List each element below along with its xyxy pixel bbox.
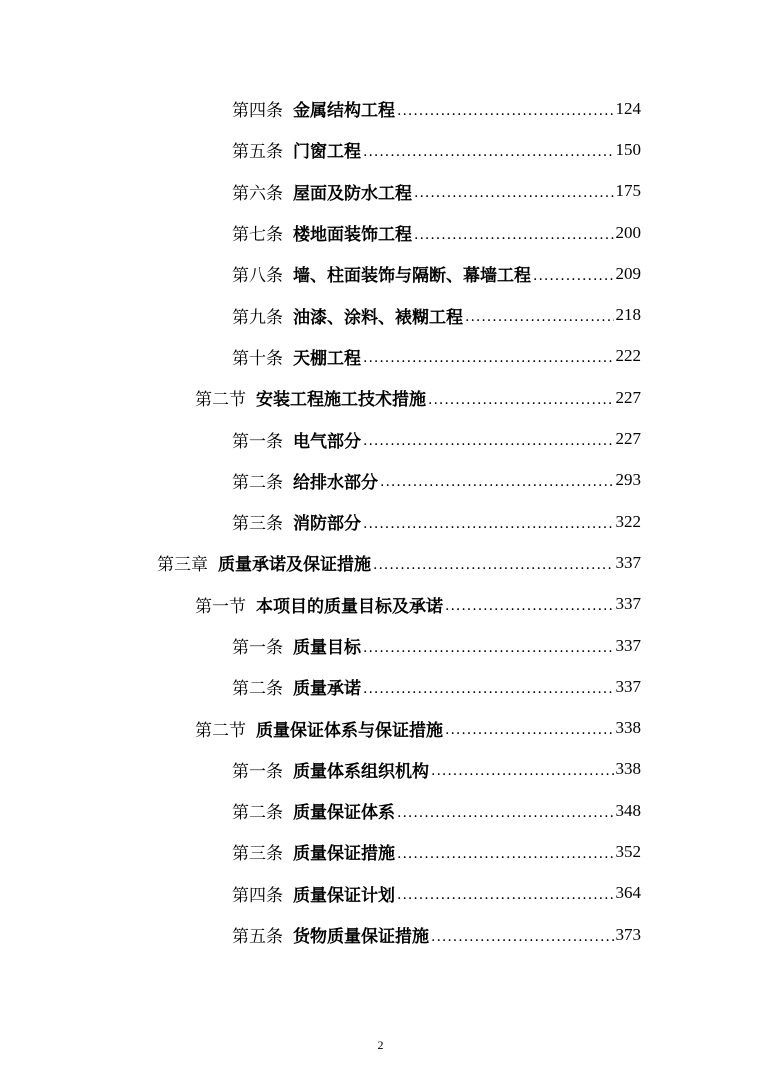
dot-leader [414,227,614,243]
toc-entry-title: 金属结构工程 [293,101,395,122]
dot-leader [397,805,614,821]
toc-entry-title: 质量保证体系与保证措施 [256,720,443,741]
toc-entry-title: 质量承诺及保证措施 [218,555,371,576]
toc-entry[interactable] [0,914,641,955]
dot-leader [397,887,614,903]
toc-entry[interactable] [0,212,641,253]
dot-leader [380,474,614,490]
toc-entry-number: 第一条 [232,761,283,782]
dot-leader [428,392,614,408]
toc-entry-title: 质量保证体系 [293,803,395,824]
toc-entry[interactable] [0,584,641,625]
toc-entry-number: 第二节 [195,720,246,741]
toc-entry-number: 第二条 [232,472,283,493]
dot-leader [363,350,614,366]
toc-entry-number: 第五条 [232,927,283,948]
toc-entry-number: 第三章 [157,555,208,576]
toc-entry-page: 352 [615,841,641,861]
toc-entry-page: 364 [615,883,641,903]
toc-entry-number: 第二条 [232,679,283,700]
toc-entry-title: 电气部分 [293,431,361,452]
toc-entry-page: 348 [615,800,641,820]
dot-leader [445,598,614,614]
toc-entry-title: 质量保证措施 [293,844,395,865]
toc-entry-number: 第二条 [232,803,283,824]
toc-entry-page: 337 [615,676,641,696]
toc-entry-number: 第八条 [232,266,283,287]
toc-entry-title: 货物质量保证措施 [293,927,429,948]
dot-leader [363,433,614,449]
toc-entry-title: 质量保证计划 [293,885,395,906]
toc-entry-title: 油漆、涂料、裱糊工程 [293,307,463,328]
toc-entry[interactable] [0,88,641,129]
page-number: 2 [377,1038,384,1052]
toc-entry[interactable] [0,707,641,748]
toc-entry-page: 293 [615,470,641,490]
toc-entry-page: 200 [615,222,641,242]
toc-entry[interactable] [0,501,641,542]
toc-entry-page: 337 [615,635,641,655]
toc-entry[interactable] [0,377,641,418]
toc-entry[interactable] [0,542,641,583]
toc-entry[interactable] [0,666,641,707]
dot-leader [414,185,614,201]
toc-entry[interactable] [0,831,641,872]
dot-leader [445,722,614,738]
toc-entry-title: 质量体系组织机构 [293,761,429,782]
toc-entry-number: 第五条 [232,142,283,163]
toc-entry-number: 第二节 [195,390,246,411]
dot-leader [397,846,614,862]
toc-entry-page: 338 [615,759,641,779]
toc-entry-title: 给排水部分 [293,472,378,493]
table-of-contents [0,88,761,955]
toc-entry[interactable] [0,749,641,790]
toc-entry-title: 安装工程施工技术措施 [256,390,426,411]
toc-entry-page: 373 [615,924,641,944]
toc-entry[interactable] [0,253,641,294]
toc-entry-page: 337 [615,594,641,614]
dot-leader [363,516,614,532]
toc-entry-title: 质量承诺 [293,679,361,700]
toc-entry-page: 124 [615,98,641,118]
toc-entry[interactable] [0,336,641,377]
toc-entry-number: 第一条 [232,638,283,658]
toc-entry[interactable] [0,418,641,459]
toc-entry-title: 本项目的质量目标及承诺 [256,596,443,617]
toc-entry-number: 第六条 [232,183,283,204]
toc-entry-number: 第三条 [232,844,283,865]
toc-entry-number: 第三条 [232,514,283,535]
toc-entry[interactable] [0,460,641,501]
toc-entry-page: 322 [615,511,641,531]
dot-leader [431,763,614,779]
toc-entry-page: 227 [615,429,641,449]
toc-entry-title: 屋面及防水工程 [293,183,412,204]
dot-leader [363,144,614,160]
toc-entry-number: 第一条 [232,431,283,452]
dot-leader [373,557,614,573]
toc-entry-title: 门窗工程 [293,142,361,163]
toc-entry-number: 第七条 [232,225,283,246]
toc-entry-page: 337 [615,552,641,572]
toc-entry-number: 第四条 [232,885,283,906]
toc-entry-title: 消防部分 [293,514,361,535]
dot-leader [431,929,614,945]
dot-leader [533,268,614,284]
toc-entry-number: 第一节 [195,596,246,617]
dot-leader [363,640,614,656]
toc-entry[interactable] [0,873,641,914]
toc-entry-page: 227 [615,387,641,407]
toc-entry[interactable] [0,294,641,335]
toc-entry-page: 175 [615,181,641,201]
toc-entry-title: 墙、柱面装饰与隔断、幕墙工程 [293,266,531,287]
toc-entry-page: 338 [615,718,641,738]
toc-entry-page: 222 [615,346,641,366]
toc-entry-page: 150 [615,139,641,159]
toc-entry-number: 第九条 [232,307,283,328]
toc-entry-title: 天棚工程 [293,348,361,369]
toc-entry-page: 209 [615,263,641,283]
toc-entry-page: 218 [615,305,641,325]
dot-leader [397,103,614,119]
dot-leader [363,681,614,697]
toc-entry[interactable] [0,625,641,666]
toc-entry-title: 楼地面装饰工程 [293,225,412,246]
toc-entry-number: 第十条 [232,348,283,369]
dot-leader [465,309,614,325]
toc-entry[interactable] [0,129,641,170]
toc-entry-number: 第四条 [232,101,283,122]
toc-entry[interactable] [0,790,641,831]
toc-entry-title: 质量目标 [293,638,361,658]
toc-entry[interactable] [0,171,641,212]
